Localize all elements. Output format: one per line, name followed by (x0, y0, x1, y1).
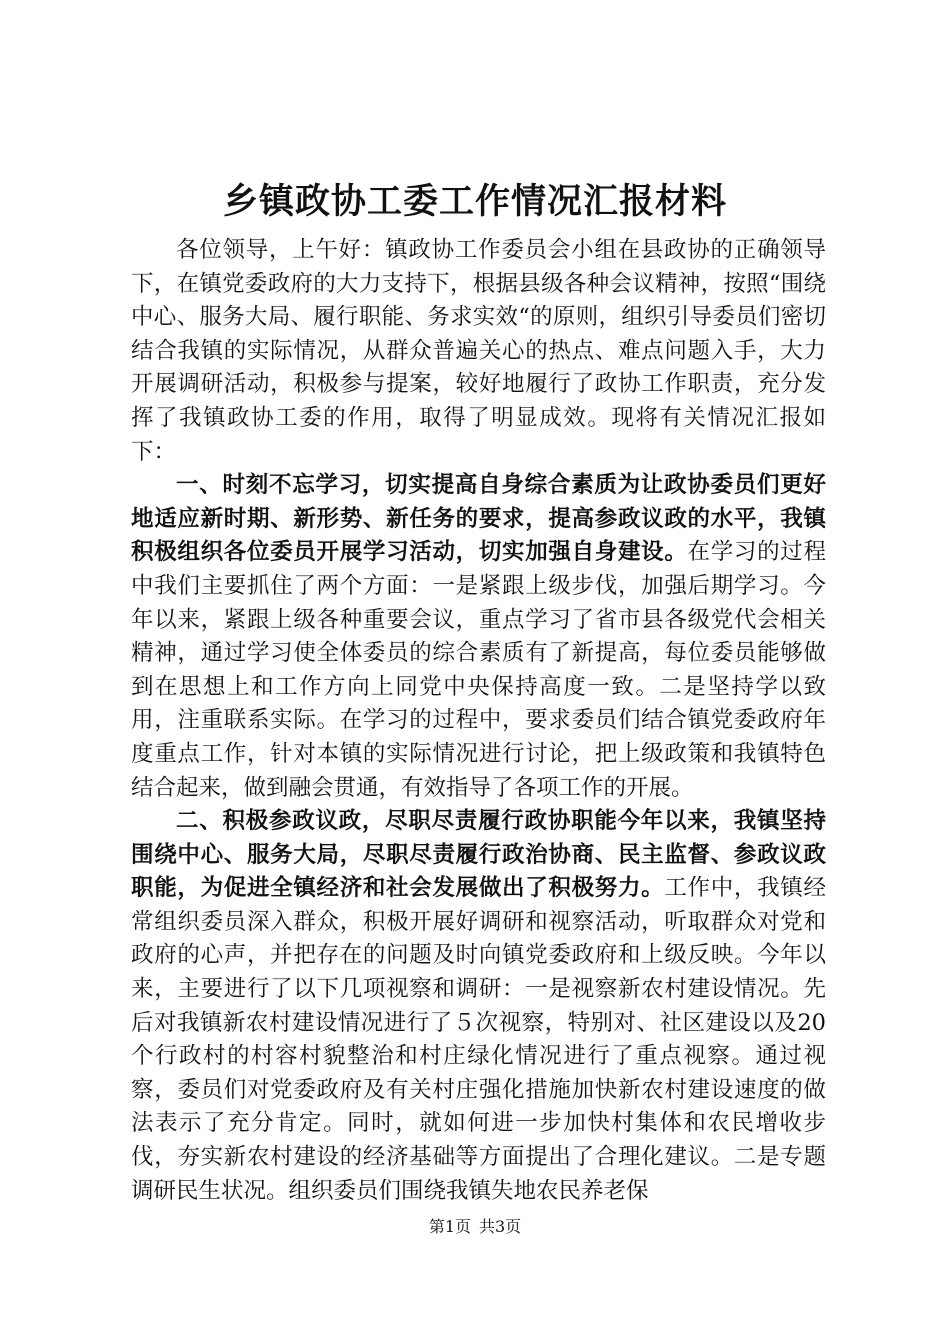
page-footer (0, 1216, 950, 1238)
section-1-text: 在学习的过程中我们主要抓住了两个方面：一是紧跟上级步伐，加强后期学习。今年以来，紧跟上级各种重要会议，重点学习了省市县各级党代会相关精神，通过学习使全体委员的综合素质有了新提高，每位委员能够做到在思想上和工作方向上同党中央保持高度一致。二是坚持学以致用，注重联系实际。在学习的过程中，要求委员们结合镇党委政府年度重点工作，针对本镇的实际情况进行讨论，把上级政策和我镇特色结合起来，做到融会贯通，有效指导了各项工作的开展。 (131, 539, 826, 801)
document-title: 乡镇政协工委工作情况汇报材料 (222, 181, 727, 222)
paragraph-intro (131, 234, 826, 469)
page-number: 第1页 (428, 1217, 471, 1236)
section-2-heading: 二、积极参政议政，尽职尽责履行政协职能今年以来，我镇坚持围绕中心、服务大局，尽职尽责履行政治协商、民主监督、参政议政职能，为促进全镇经济和社会发展做出了积极努力。 (131, 808, 826, 902)
document-body (131, 234, 826, 1208)
paragraph-intro-text: 各位领导，上午好：镇政协工作委员会小组在县政协的正确领导下，在镇党委政府的大力支持下，根据县级各种会议精神，按照“围绕中心、服务大局、履行职能、务求实效“的原则，组织引导委员们密切结合我镇的实际情况，从群众普遍关心的热点、难点问题入手，大力开展调研活动，积极参与提案，较好地履行了政协工作职责，充分发挥了我镇政协工委的作用，取得了明显成效。现将有关情况汇报如下： (131, 237, 826, 465)
page-total: 共3页 (479, 1217, 522, 1236)
section-2-text: 工作中，我镇经常组织委员深入群众，积极开展好调研和视察活动，听取群众对党和政府的心声，并把存在的问题及时向镇党委政府和上级反映。今年以来，主要进行了以下几项视察和调研：一是视察新农村建设情况。先后对我镇新农村建设情况进行了５次视察，特别对、社区建设以及20个行政村的村容村貌整治和村庄绿化情况进行了重点视察。通过视察，委员们对党委政府及有关村庄强化措施加快新农村建设速度的做法表示了充分肯定。同时，就如何进一步加快村集体和农民增收步伐，夯实新农村建设的经济基础等方面提出了合理化建议。二是专题调研民生状况。组织委员们围绕我镇失地农民养老保 (131, 875, 826, 1204)
paragraph-section-2 (131, 805, 826, 1208)
section-1-heading: 一、时刻不忘学习，切实提高自身综合素质为让政协委员们更好地适应新时期、新形势、新任务的要求，提高参政议政的水平，我镇积极组织各位委员开展学习活动，切实加强自身建设。 (131, 472, 826, 566)
paragraph-section-1 (131, 469, 826, 805)
